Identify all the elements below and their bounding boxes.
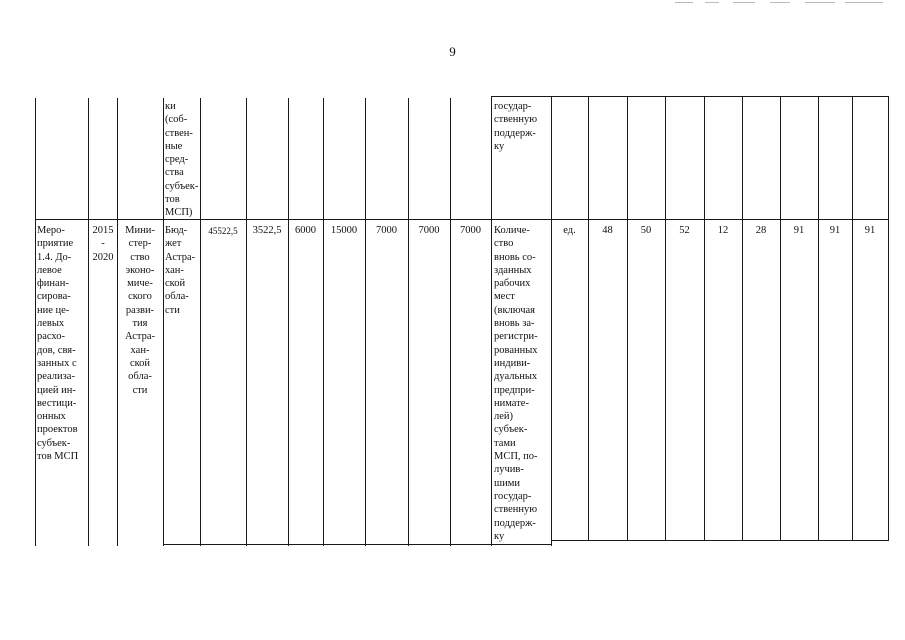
col-border: [323, 98, 324, 546]
scan-artifact: [675, 0, 885, 6]
col-border: [742, 96, 743, 541]
funding-year-cell: 7000: [460, 225, 481, 236]
indicator-value-cell: 50: [640, 225, 652, 236]
col-border: [852, 96, 853, 541]
indicator-cell-continued: государ- ственную поддерж- ку: [494, 101, 538, 152]
indicator-value-cell: 52: [679, 225, 690, 236]
executor-cell: Мини- стер- ство эконо- миче- ского разви- тия Астра- хан- ской обла- сти: [124, 225, 156, 396]
col-border: [288, 98, 289, 546]
funding-year-cell: 7000: [376, 225, 397, 236]
source-cell-continued: ки (соб- ствен- ные сред- ства субъек- тов МСП): [165, 101, 199, 219]
funding-year-cell: 7000: [418, 225, 440, 236]
col-border: [704, 96, 705, 541]
col-border: [365, 98, 366, 546]
funding-year-cell: 3522,5: [252, 225, 282, 236]
col-border: [408, 98, 409, 546]
col-border: [888, 96, 889, 541]
col-border: [627, 96, 628, 541]
indicator-cell: Количе- ство вновь со- зданных рабочих мест (включая вновь за- регистри- рованных индиви- дуальных предпри- нимате- лей) субъек- тами МСП, по- лучив- шими государ- ственную поддерж- ку: [494, 225, 538, 542]
indicator-value-cell: 91: [793, 225, 805, 236]
table-bottom-border-right: [551, 540, 888, 541]
col-border: [665, 96, 666, 541]
indicator-value-cell: 91: [864, 225, 876, 236]
col-border: [780, 96, 781, 541]
col-border: [246, 98, 247, 546]
indicator-value-cell: 28: [755, 225, 767, 236]
funding-year-cell: 15000: [330, 225, 358, 236]
col-border: [35, 98, 36, 546]
page-number: 9: [449, 44, 456, 59]
unit-cell: ед.: [563, 225, 576, 236]
indicator-value-cell: 48: [602, 225, 613, 236]
col-border: [163, 98, 164, 546]
funding-total: 45522,5: [208, 226, 238, 236]
col-border: [450, 98, 451, 546]
table-bottom-border: [163, 544, 551, 545]
period-cell: 2015 - 2020: [92, 225, 114, 263]
indicator-value-cell: 91: [829, 225, 841, 236]
col-border: [551, 96, 552, 546]
col-border: [588, 96, 589, 541]
col-border: [491, 96, 492, 546]
measure-cell: Меро- приятие 1.4. До- левое финан- сирова- ние це- левых расхо- дов, свя- занных с реализа- цией ин- вестици- онных проектов субъек- тов МСП: [37, 225, 79, 463]
funding-year-cell: 6000: [295, 225, 316, 236]
col-border: [818, 96, 819, 541]
source-cell: Бюд- жет Астра- хан- ской обла- сти: [165, 225, 196, 316]
indicator-value-cell: 12: [717, 225, 729, 236]
